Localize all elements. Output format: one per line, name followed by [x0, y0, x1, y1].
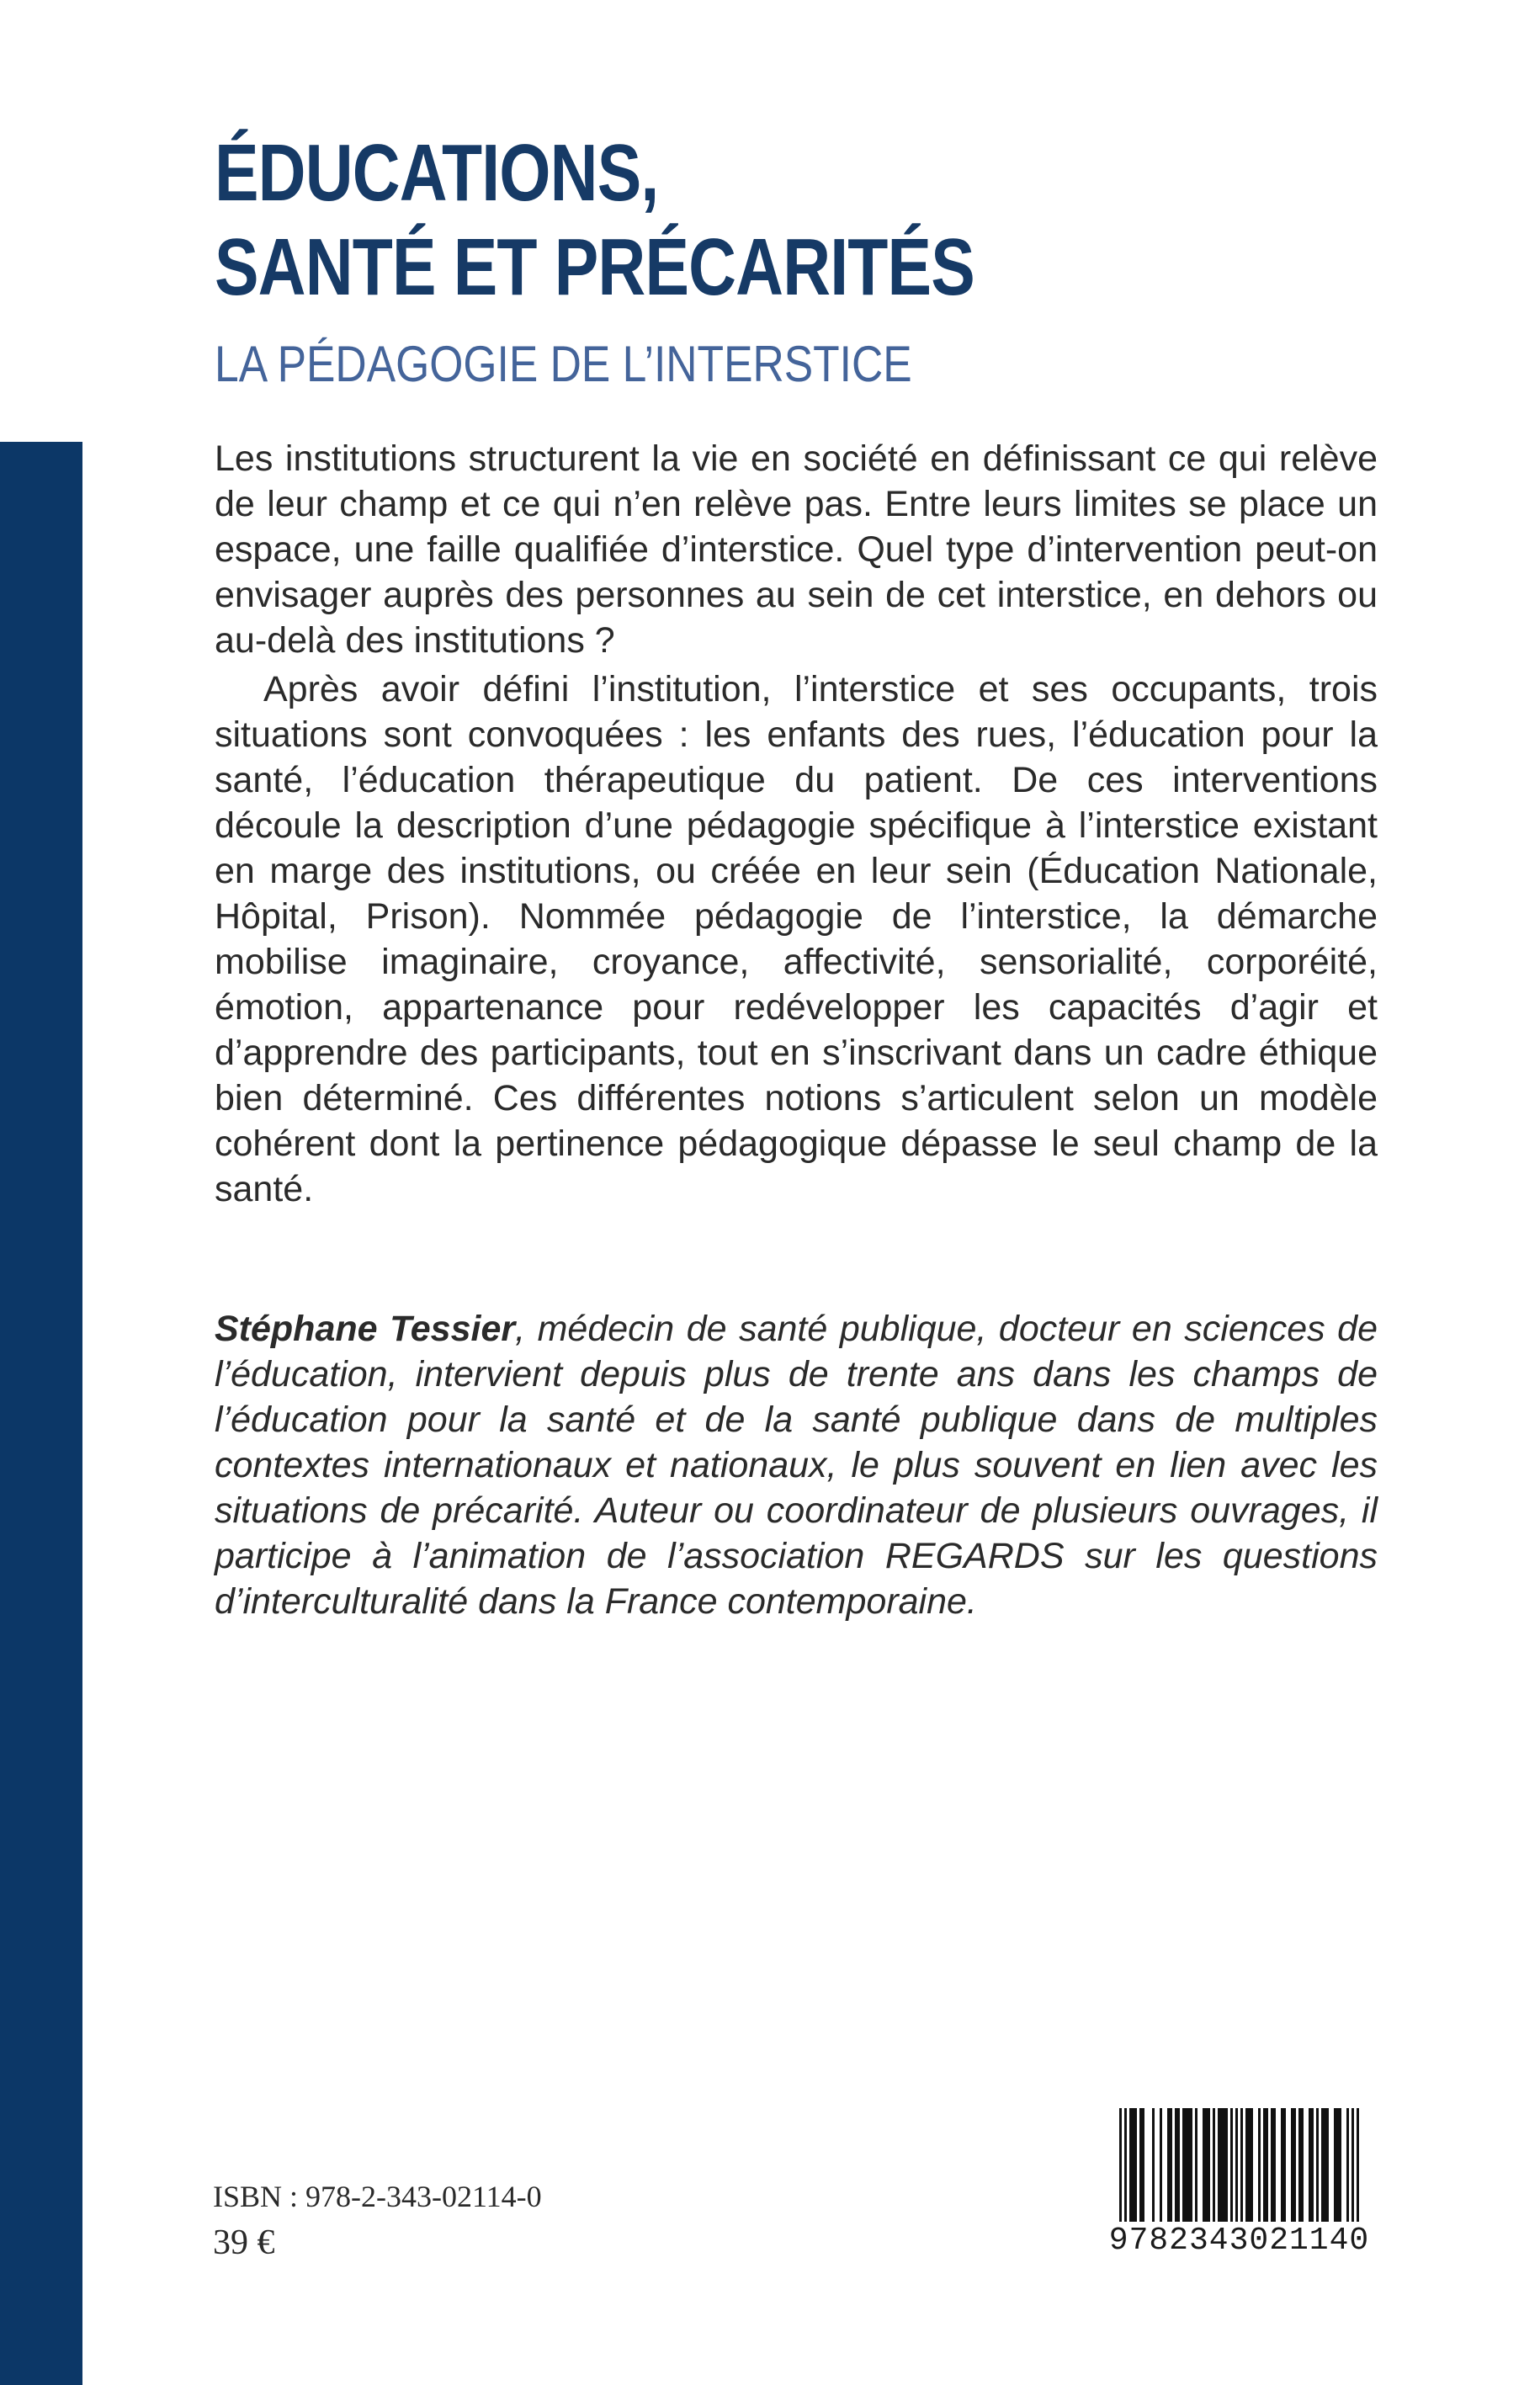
barcode-bar: [1152, 2108, 1155, 2222]
barcode-bar: [1218, 2108, 1220, 2222]
barcode-bar: [1124, 2108, 1127, 2222]
barcode-bar: [1311, 2108, 1314, 2222]
barcode-bar: [1208, 2108, 1210, 2222]
barcode-bars: [1094, 2108, 1384, 2226]
blurb-paragraph-1: Les institutions structurent la vie en société en définissant ce qui relève de leur champ et ce qui n’en relève pas. Entre leurs limites se place un espace, une faille qualifiée d’interstice. Quel type d’intervention peut-on envisager auprès des personnes au sein de cet interstice, en dehors ou au-delà des institutions ?: [215, 438, 1378, 661]
barcode-bar: [1160, 2108, 1162, 2222]
barcode-bar: [1357, 2108, 1359, 2222]
barcode-bar: [1220, 2108, 1223, 2222]
barcode-bar: [1235, 2108, 1238, 2222]
side-color-band: [0, 442, 82, 2385]
barcode-bar: [1293, 2108, 1296, 2222]
barcode-bar: [1248, 2108, 1251, 2222]
barcode-bar: [1273, 2108, 1276, 2222]
book-subtitle: LA PÉDAGOGIE DE L’INTERSTICE: [215, 336, 912, 392]
book-title: [215, 126, 974, 315]
price-label: 39 €: [213, 2223, 275, 2262]
barcode-bar: [1321, 2108, 1324, 2222]
barcode-bar: [1205, 2108, 1208, 2222]
barcode-bar: [1119, 2108, 1122, 2222]
barcode-bar: [1271, 2108, 1273, 2222]
barcode-bar: [1309, 2108, 1311, 2222]
barcode-bar: [1324, 2108, 1326, 2222]
barcode-bar: [1139, 2108, 1142, 2222]
book-title-line-2: SANTÉ ET PRÉCARITÉS: [215, 222, 974, 312]
barcode-bar: [1339, 2108, 1341, 2222]
barcode-bar: [1251, 2108, 1253, 2222]
barcode-bar: [1223, 2108, 1225, 2222]
barcode-bar: [1245, 2108, 1248, 2222]
author-bio-text: , médecin de santé publique, docteur en sciences de l’éducation, intervient depuis plus de trente ans dans les champs de l’éducation pour la santé et de la santé publique dans de multiples contextes internationaux et nationaux, le plus souvent en lien avec les situations de précarité. Auteur ou coordinateur de plusieurs ouvrages, il participe à l’animation de l’association REGARDS sur les questions d’interculturalité dans la France contemporaine.: [215, 1309, 1378, 1622]
barcode-bar: [1129, 2108, 1132, 2222]
barcode-bar: [1301, 2108, 1304, 2222]
barcode-bar: [1336, 2108, 1339, 2222]
barcode-bar: [1167, 2108, 1170, 2222]
barcode-bar: [1134, 2108, 1137, 2222]
barcode-bar: [1213, 2108, 1215, 2222]
barcode-bar: [1334, 2108, 1336, 2222]
barcode-bar: [1132, 2108, 1134, 2222]
barcode-bar: [1190, 2108, 1192, 2222]
isbn-label: ISBN : 978-2-343-02114-0: [213, 2180, 542, 2213]
barcode-bar: [1263, 2108, 1266, 2222]
barcode-bar: [1182, 2108, 1185, 2222]
book-blurb: [215, 436, 1378, 1212]
author-name: Stéphane Tessier: [215, 1309, 516, 1349]
barcode-bar: [1258, 2108, 1261, 2222]
barcode-bar: [1281, 2108, 1283, 2222]
barcode-bar: [1195, 2108, 1197, 2222]
barcode-bar: [1203, 2108, 1205, 2222]
barcode-bar: [1298, 2108, 1301, 2222]
barcode-bar: [1351, 2108, 1354, 2222]
barcode-bar: [1346, 2108, 1349, 2222]
barcode-bar: [1230, 2108, 1233, 2222]
barcode-bar: [1240, 2108, 1243, 2222]
barcode-bar: [1142, 2108, 1144, 2222]
author-biography: [215, 1306, 1378, 1624]
barcode-bar: [1291, 2108, 1293, 2222]
barcode-bar: [1225, 2108, 1228, 2222]
barcode-digits: 9782343021140: [1108, 2223, 1370, 2259]
barcode-bar: [1170, 2108, 1172, 2222]
barcode-bar: [1283, 2108, 1286, 2222]
blurb-paragraph-2: Après avoir défini l’institution, l’interstice et ses occupants, trois situations sont convoquées : les enfants des rues, l’éducation pour la santé, l’éducation thérapeutique du patient. De ces interventions découle la description d’une pédagogie spécifique à l’interstice existant en marge des institutions, ou créée en leur sein (Éducation Nationale, Hôpital, Prison). Nommée pédagogie de l’interstice, la démarche mobilise imaginaire, croyance, affectivité, sensorialité, corporéité, émotion, appartenance pour redévelopper les capacités d’agir et d’apprendre des participants, tout en s’inscrivant dans un cadre éthique bien déterminé. Ces différentes notions s’articulent selon un modèle cohérent dont la pertinence pédagogique dépasse le seul champ de la santé.: [215, 669, 1378, 1209]
book-title-line-1: ÉDUCATIONS,: [215, 128, 659, 218]
barcode-bar: [1175, 2108, 1177, 2222]
barcode-bar: [1187, 2108, 1190, 2222]
barcode-bar: [1185, 2108, 1187, 2222]
barcode-bar: [1326, 2108, 1329, 2222]
barcode-bar: [1316, 2108, 1319, 2222]
barcode-bar: [1177, 2108, 1180, 2222]
barcode-bar: [1266, 2108, 1268, 2222]
